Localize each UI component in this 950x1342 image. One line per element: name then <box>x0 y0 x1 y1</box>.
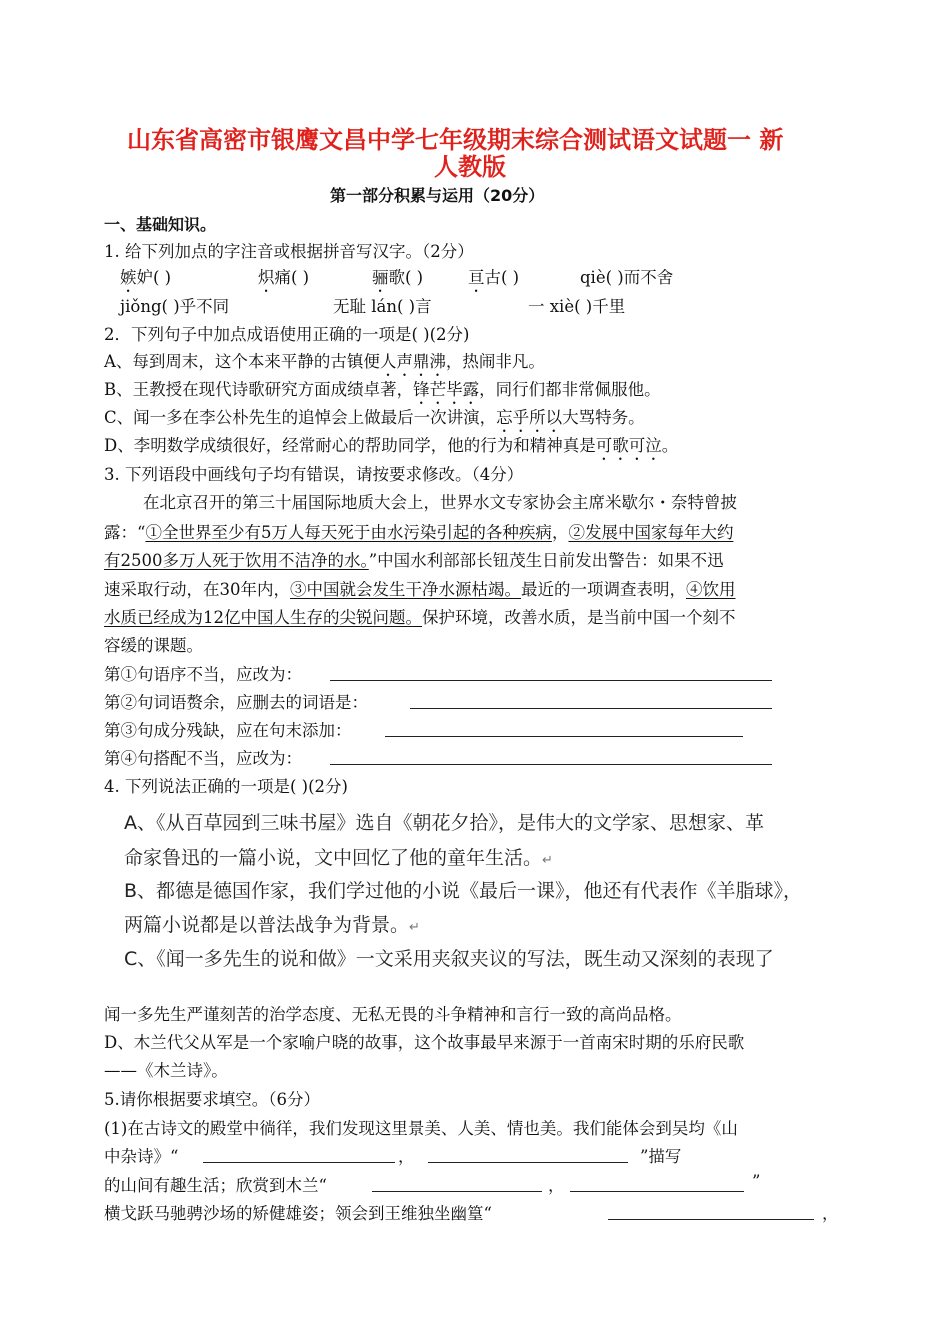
q1-char: 嫉 <box>120 268 137 287</box>
section-heading: 一、基础知识。 <box>104 215 217 234</box>
q3-passage-line5: 水质已经成为12亿中国人生存的尖锐问题。保护环境，改善水质，是当前中国一个刻不 <box>104 608 736 627</box>
q1-blank: 妒( ) <box>136 268 172 287</box>
q4-image-option-b-line1: B、都德是德国作家，我们学过他的小说《最后一课》，他还有代表作《羊脂球》， <box>124 880 803 902</box>
q1-row2-item1: jiǒng( )乎不同 <box>120 297 230 316</box>
q5-p2-end: ”描写 <box>640 1147 682 1166</box>
q1-row2-item2: 无耻 lán( )言 <box>333 297 432 316</box>
q5-blank-2[interactable] <box>428 1162 628 1163</box>
q4-option-d-line2: ——《木兰诗》。 <box>104 1061 228 1080</box>
q3-passage-line4: 速采取行动，在30年内，③中国就会发生干净水源枯竭。最近的一项调查表明，④饮用 <box>104 580 736 599</box>
q5-stem: 5.请你根据要求填空。（6分） <box>104 1090 320 1109</box>
q4-image-option-c-line1: C、《闻一多先生的说和做》一文采用夹叙夹议的写法，既生动又深刻的表现了 <box>124 948 774 970</box>
q4-image-option-a-line1: A、《从百草园到三味书屋》选自《朝花夕拾》，是伟大的文学家、思想家、革 <box>124 812 764 834</box>
q3-passage-line1: 在北京召开的第三十届国际地质大会上，世界水文专家协会主席米歇尔・奈特曾披 <box>143 493 737 512</box>
q1-row1-item3 <box>372 264 423 296</box>
q5-p4-comma: ， <box>822 1204 839 1223</box>
q1-row2-item3: 一 xiè( )千里 <box>528 297 626 316</box>
q4-image-option-b-line2: 两篇小说都是以普法战争为背景。↵ <box>124 914 420 936</box>
q5-p3-start: 的山间有趣生活；欣赏到木兰“ <box>104 1176 327 1195</box>
q2-option-a: A、每到周末，这个本来平静的古镇便人声鼎沸，热闹非凡。 <box>104 352 545 371</box>
q5-blank-5[interactable] <box>608 1219 814 1220</box>
q3-passage-line6: 容缓的课题。 <box>104 636 203 655</box>
doc-title-line2: 人教版 <box>434 153 506 181</box>
q5-blank-1[interactable] <box>203 1162 395 1163</box>
q4-image-option-a-line2: 命家鲁迅的一篇小说，文中回忆了他的童年生活。↵ <box>124 847 553 869</box>
q1-blank: 古( ) <box>484 268 520 287</box>
q1-blank: 歌( ) <box>388 268 424 287</box>
q1-row1-item4 <box>468 264 519 296</box>
q3-answer-2-line[interactable] <box>410 708 772 709</box>
q4-option-c-continued: 闻一多先生严谨刻苦的治学态度、无私无畏的斗争精神和言行一致的高尚品格。 <box>104 1005 682 1024</box>
return-mark-icon: ↵ <box>542 853 553 868</box>
doc-title-line1: 山东省高密市银鹰文昌中学七年级期末综合测试语文试题一 新 <box>127 126 784 154</box>
q2-stem: 2．下列句子中加点成语使用正确的一项是( )(2分) <box>104 325 470 344</box>
q1-char: 亘 <box>468 268 485 287</box>
q5-blank-3[interactable] <box>372 1191 542 1192</box>
return-mark-icon: ↵ <box>409 920 420 935</box>
q1-stem: 1. 给下列加点的字注音或根据拼音写汉字。（2分） <box>104 242 474 261</box>
part-heading: 第一部分积累与运用（20分） <box>330 186 545 205</box>
q3-answer-2-label: 第②句词语赘余，应删去的词语是： <box>104 693 368 712</box>
q3-passage-line3: 有2500多万人死于饮用不洁净的水。”中国水利部部长钮茂生日前发出警告：如果不迅 <box>104 551 724 570</box>
q2-option-b: B、王教授在现代诗歌研究方面成绩卓著，锋芒毕露，同行们都非常佩服他。 <box>104 380 661 399</box>
q3-passage-line2: 露：“①全世界至少有5万人每天死于由水污染引起的各种疾病，②发展中国家每年大约 <box>104 523 734 542</box>
q3-answer-1-line[interactable] <box>330 680 772 681</box>
q3-answer-3-line[interactable] <box>385 736 743 737</box>
q1-char: 骊 <box>372 268 389 287</box>
q2-option-c: C、闻一多在李公朴先生的追悼会上做最后一次讲演，忘乎所以大骂特务。 <box>104 408 645 427</box>
q1-blank: 痛( ) <box>274 268 310 287</box>
q5-p2-start: 中杂诗》“ <box>104 1147 179 1166</box>
q4-option-d-line1: D、木兰代父从军是一个家喻户晓的故事，这个故事最早来源于一首南宋时期的乐府民歌 <box>104 1033 745 1052</box>
q1-row1 <box>120 264 171 296</box>
q5-p4-start: 横戈跃马驰骋沙场的矫健雄姿；领会到王维独坐幽篁“ <box>104 1204 492 1223</box>
q5-p1: (1)在古诗文的殿堂中徜徉，我们发现这里景美、人美、情也美。我们能体会到吴均《山 <box>104 1119 738 1138</box>
q3-answer-4-label: 第④句搭配不当，应改为： <box>104 749 302 768</box>
q3-answer-4-line[interactable] <box>330 764 772 765</box>
q5-p3-comma: ， <box>548 1176 565 1195</box>
q1-row1-item2 <box>258 264 309 296</box>
q1-row1-item5: qiè( )而不舍 <box>580 268 674 287</box>
q4-stem: 4. 下列说法正确的一项是( )(2分) <box>104 777 348 796</box>
q5-p3-end: ” <box>752 1172 761 1191</box>
q1-char: 炽 <box>258 268 275 287</box>
q5-blank-4[interactable] <box>570 1191 744 1192</box>
q3-answer-1-label: 第①句语序不当，应改为： <box>104 665 302 684</box>
q5-p2-comma: ， <box>398 1147 415 1166</box>
q3-answer-3-label: 第③句成分残缺，应在句末添加： <box>104 721 352 740</box>
q3-stem: 3. 下列语段中画线句子均有错误，请按要求修改。（4分） <box>104 465 524 484</box>
q2-option-d: D、李明数学成绩很好，经常耐心的帮助同学，他的行为和精神真是可歌可泣。 <box>104 436 679 455</box>
